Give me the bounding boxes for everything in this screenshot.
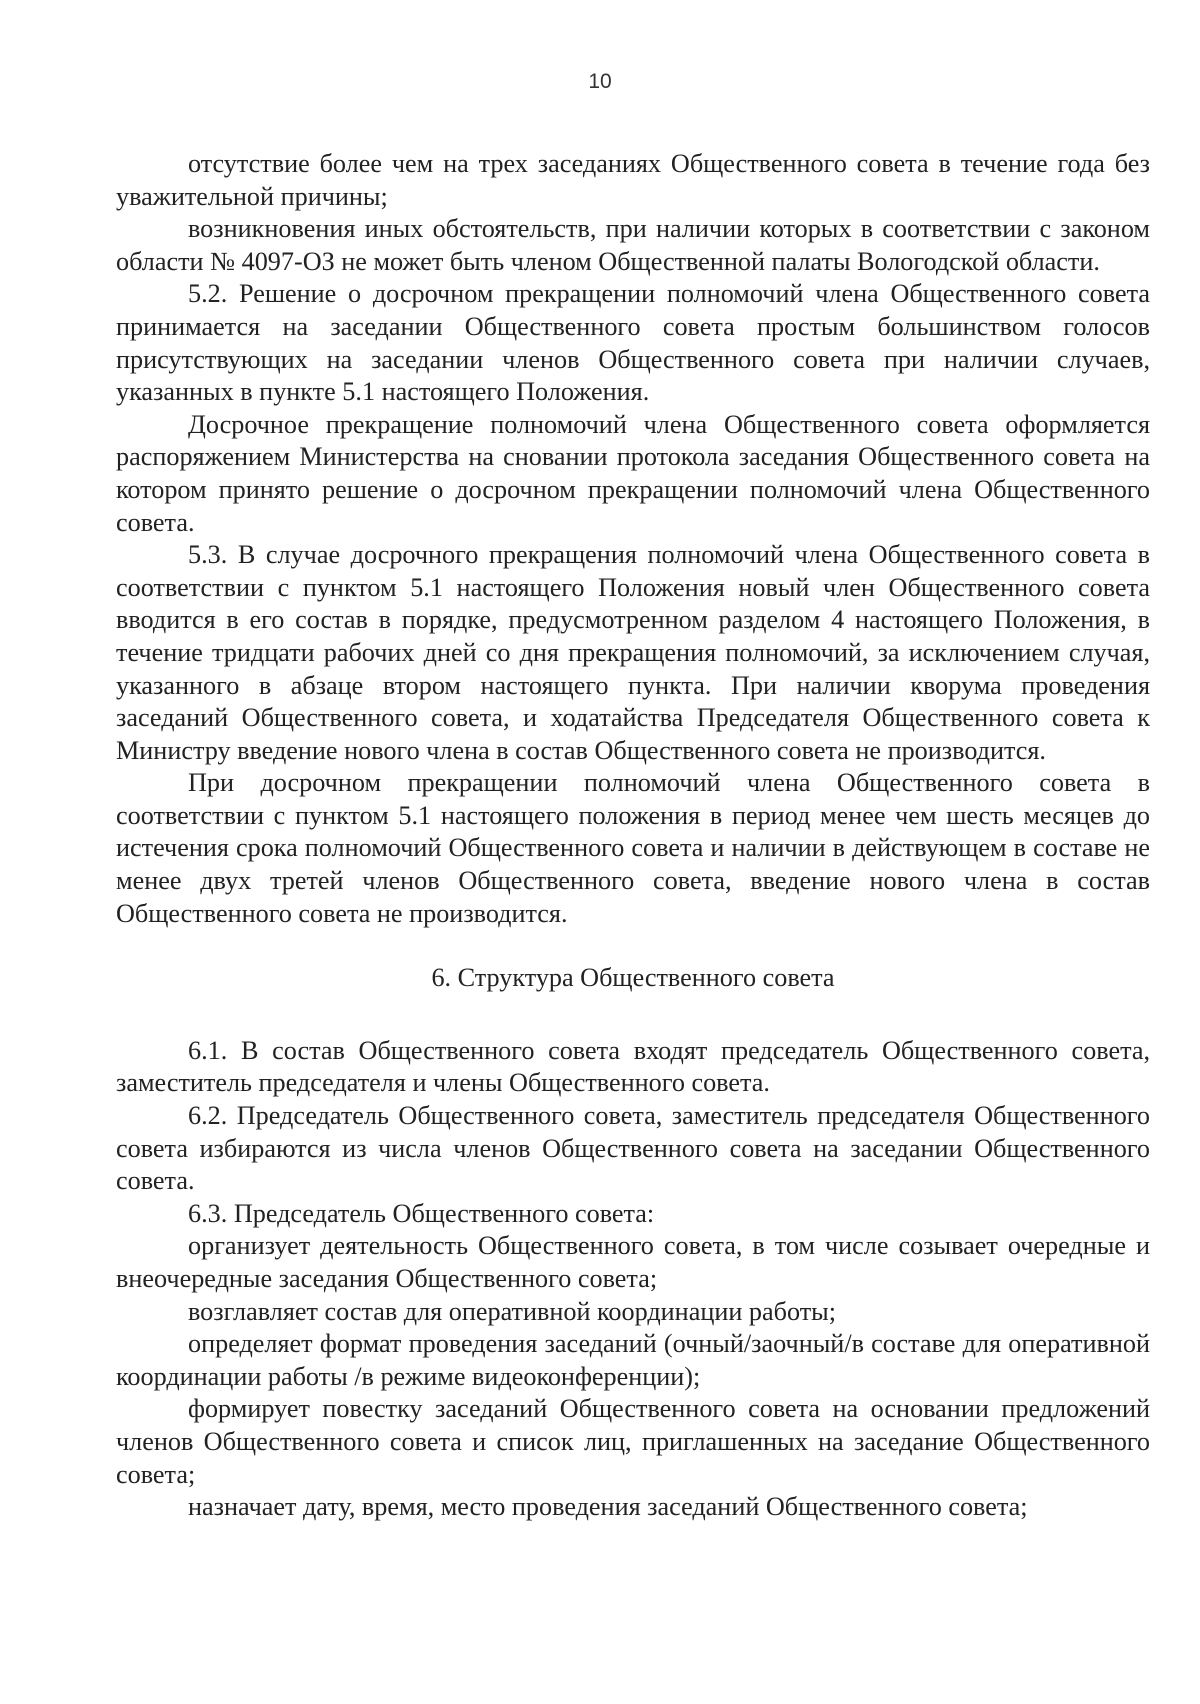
paragraph: возникновения иных обстоятельств, при наличии которых в соответствии с законом области № 4097-ОЗ не может быть членом Общественной палаты Вологодской области. xyxy=(116,214,1150,276)
paragraph: Досрочное прекращение полномочий члена Общественного совета оформляется распоряжением Министерства на сновании протокола заседания Общественного совета на котором принято решение о досрочном прекращении полномочий члена Общественного совета. xyxy=(116,409,1150,537)
paragraph: 6.2. Председатель Общественного совета, заместитель председателя Общественного совета избираются из числа членов Общественного совета на заседании Общественного совета. xyxy=(116,1101,1150,1196)
section-heading: 6. Структура Общественного совета xyxy=(431,963,835,993)
paragraph: назначает дату, время, место проведения заседаний Общественного совета; xyxy=(188,1492,1028,1522)
paragraph: 5.2. Решение о досрочном прекращении полномочий члена Общественного совета принимается на заседании Общественного совета простым большинством голосов присутствующих на заседании членов Общественного совета при наличии случаев, указанных в пункте 5.1 настоящего Положения. xyxy=(116,279,1150,407)
paragraph: 6.1. В состав Общественного совета входят председатель Общественного совета, заместитель председателя и члены Общественного совета. xyxy=(116,1035,1150,1098)
document-body xyxy=(116,148,1150,1524)
paragraph: 5.3. В случае досрочного прекращения полномочий члена Общественного совета в соответствии с пунктом 5.1 настоящего Положения новый член Общественного совета вводится в его состав в порядке, предусмотренном разделом 4 настоящего Положения, в течение тридцати рабочих дней со дня прекращения полномочий, за исключением случая, указанного в абзаце втором настоящего пункта. При наличии кворума проведения заседаний Общественного совета, и ходатайства Председателя Общественного совета к Министру введение нового члена в состав Общественного совета не производится. xyxy=(116,540,1150,765)
page-number: 10 xyxy=(588,70,612,93)
paragraph: возглавляет состав для оперативной координации работы; xyxy=(188,1296,837,1326)
paragraph: организует деятельность Общественного совета, в том числе созывает очередные и внеочередные заседания Общественного совета; xyxy=(116,1231,1150,1293)
paragraph: отсутствие более чем на трех заседаниях Общественного совета в течение года без уважительной причины; xyxy=(116,149,1150,211)
paragraph: 6.3. Председатель Общественного совета: xyxy=(188,1198,655,1228)
paragraph: формирует повестку заседаний Общественного совета на основании предложений членов Общественного совета и список лиц, приглашенных на заседание Общественного совета; xyxy=(116,1394,1150,1489)
paragraph: При досрочном прекращении полномочий члена Общественного совета в соответствии с пунктом 5.1 настоящего положения в период менее чем шесть месяцев до истечения срока полномочий Общественного совета и наличии в действующем в составе не менее двух третей членов Общественного совета, введение нового члена в состав Общественного совета не производится. xyxy=(116,768,1150,928)
paragraph: определяет формат проведения заседаний (очный/заочный/в составе для оперативной координации работы /в режиме видеоконференции); xyxy=(116,1329,1150,1391)
